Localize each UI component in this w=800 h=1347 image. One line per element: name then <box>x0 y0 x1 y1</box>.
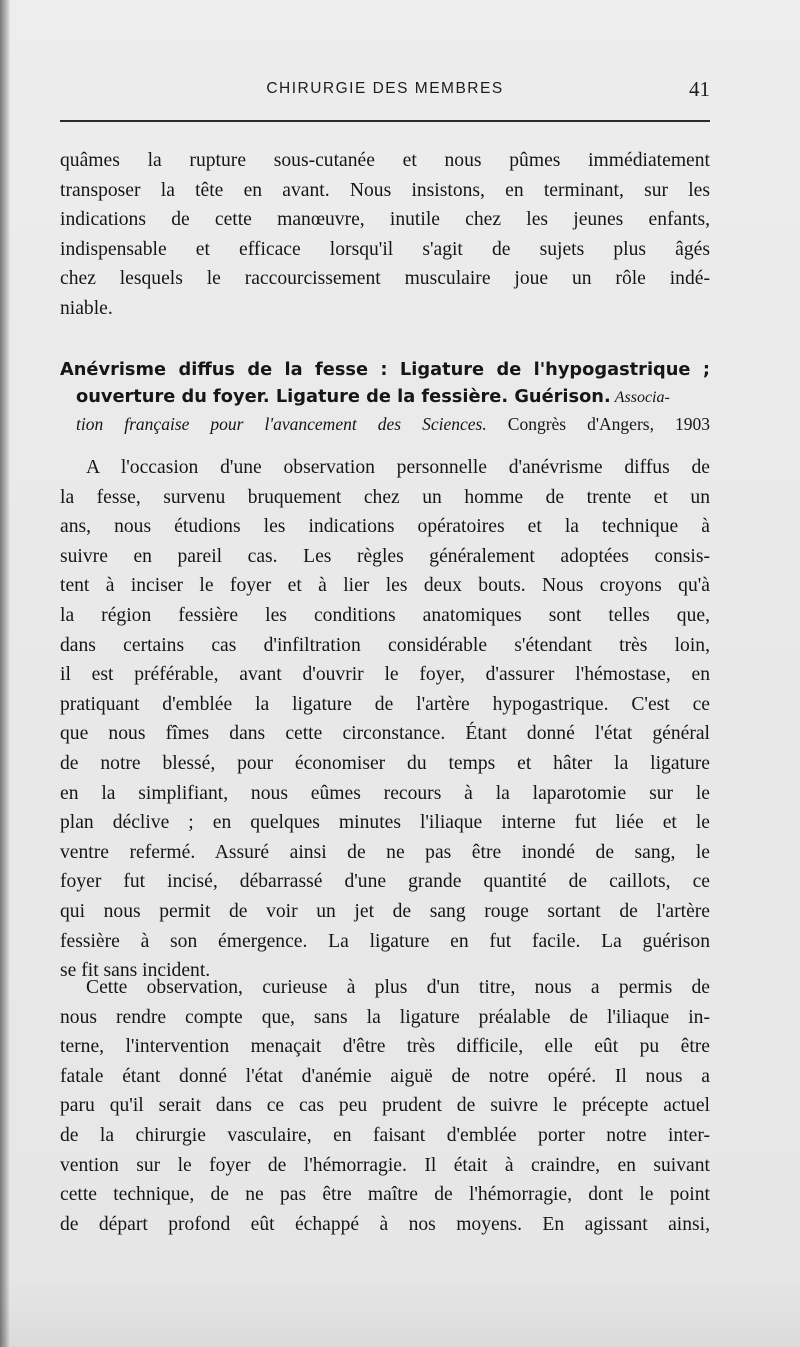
text-line: transposer la tête en avant. Nous insistons, en terminant, sur les <box>60 179 710 201</box>
text-line: niable. <box>60 297 113 319</box>
page-gutter-shadow <box>0 0 10 1347</box>
text-line: la fesse, survenu bruquement chez un homme de trente et un <box>60 486 710 508</box>
text-line: de départ profond eût échappé à nos moyens. En agissant ainsi, <box>60 1213 710 1235</box>
running-head <box>60 78 710 102</box>
text-line: pratiquant d'emblée la ligature de l'artère hypogastrique. C'est ce <box>60 693 710 715</box>
article-heading <box>60 356 710 438</box>
text-line: de la chirurgie vasculaire, en faisant d'emblée porter notre inter- <box>60 1124 710 1146</box>
text-line: nous rendre compte que, sans la ligature préalable de l'iliaque in- <box>60 1006 710 1028</box>
text-line: paru qu'il serait dans ce cas peu prudent de suivre le précepte actuel <box>60 1095 710 1117</box>
heading-line: Anévrisme diffus de la fesse : Ligature de l'hypogastrique ; <box>60 359 710 380</box>
text-line: cette technique, de ne pas être maître de l'hémorragie, dont le point <box>60 1184 710 1206</box>
text-line: fessière à son émergence. La ligature en fut facile. La guérison <box>60 930 710 952</box>
text-line: plan déclive ; en quelques minutes l'iliaque interne fut liée et le <box>60 812 710 834</box>
text-line: qui nous permit de voir un jet de sang rouge sortant de l'artère <box>60 900 710 922</box>
text-line: Cette observation, curieuse à plus d'un titre, nous a permis de <box>86 977 710 998</box>
text-line: fatale étant donné l'état d'anémie aiguë de notre opéré. Il nous a <box>60 1065 710 1087</box>
text-line: en la simplifiant, nous eûmes recours à la laparotomie sur le <box>60 782 710 804</box>
text-line: indispensable et efficace lorsqu'il s'agit de sujets plus âgés <box>60 238 710 260</box>
text-line: tent à inciser le foyer et à lier les deux bouts. Nous croyons qu'à <box>60 575 710 597</box>
text-line: que nous fîmes dans cette circonstance. Étant donné l'état général <box>60 723 710 745</box>
text-line: de notre blessé, pour économiser du temps et hâter la ligature <box>60 752 710 774</box>
heading-plain-text: Congrès d'Angers, 1903 <box>507 414 710 434</box>
heading-bold-text: ouverture du foyer. Ligature de la fessière. Guérison. <box>76 386 611 407</box>
text-line: suivre en pareil cas. Les règles généralement adoptées consis- <box>60 545 710 567</box>
text-line: A l'occasion d'une observation personnelle d'anévrisme diffus de <box>86 457 710 478</box>
text-line: chez lesquels le raccourcissement musculaire joue un rôle indé- <box>60 268 710 290</box>
page-number: 41 <box>689 77 710 101</box>
heading-line <box>60 411 710 438</box>
page-bottom-shadow <box>0 1277 800 1347</box>
text-line: se fit sans incident. <box>60 960 211 982</box>
text-line: la région fessière les conditions anatomiques sont telles que, <box>60 604 710 626</box>
paragraph-commentary <box>60 973 710 1239</box>
text-line: ans, nous étudions les indications opératoires et la technique à <box>60 516 710 538</box>
text-line: foyer fut incisé, débarrassé d'une grande quantité de caillots, ce <box>60 871 710 893</box>
heading-italic-text: Associa- <box>614 389 670 406</box>
header-rule <box>60 120 710 122</box>
text-line: terne, l'intervention menaçait d'être très difficile, elle eût pu être <box>60 1036 710 1058</box>
text-line: quâmes la rupture sous-cutanée et nous pûmes immédiatement <box>60 150 710 171</box>
running-title: CHIRURGIE DES MEMBRES <box>266 80 504 97</box>
text-line: indications de cette manœuvre, inutile chez les jeunes enfants, <box>60 209 710 231</box>
heading-italic-text: tion française pour l'avancement des Sciences. <box>76 414 487 434</box>
text-line: il est préférable, avant d'ouvrir le foyer, d'assurer l'hémostase, en <box>60 664 710 686</box>
paragraph-case-report <box>60 453 710 986</box>
heading-line <box>60 383 710 411</box>
text-line: vention sur le foyer de l'hémorragie. Il était à craindre, en suivant <box>60 1154 710 1176</box>
text-line: ventre refermé. Assuré ainsi de ne pas être inondé de sang, le <box>60 841 710 863</box>
paragraph-continuation <box>60 146 710 324</box>
text-line: dans certains cas d'infiltration considérable s'étendant très loin, <box>60 634 710 656</box>
